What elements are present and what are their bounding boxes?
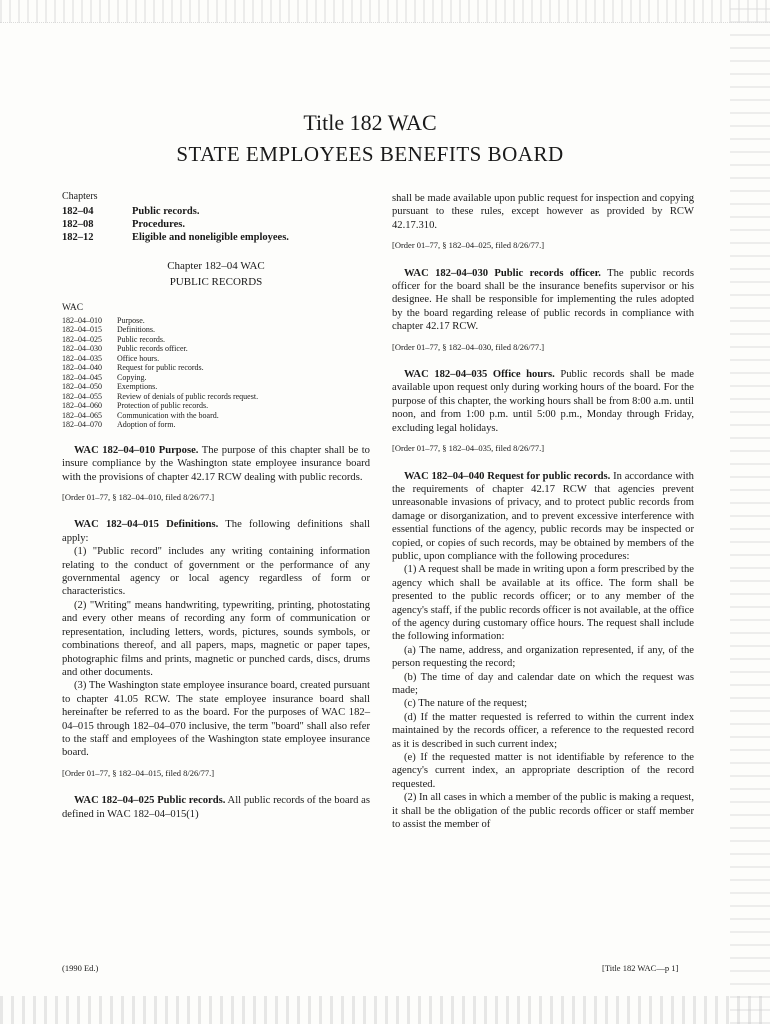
- paragraph: (c) The nature of the request;: [404, 698, 528, 710]
- paragraph: (1) "Public record" includes any writing containing information relating to the conduct of government or the performance of any governmental agency or local agency regardless of form or characteristics.: [62, 546, 370, 598]
- section-heading: WAC 182–04–025 Public records.: [74, 795, 226, 807]
- toc-row: 182–04–030 Public records officer.: [62, 344, 188, 354]
- section-035: [392, 368, 694, 435]
- chapter-title: Chapter 182–04 WAC: [167, 260, 265, 273]
- chapter-row: 182–12 Eligible and noneligible employees.: [62, 232, 289, 244]
- toc-row: 182–04–050 Exemptions.: [62, 382, 158, 392]
- paragraph: (1) A request shall be made in writing upon a form prescribed by the agency which shall be available at its office. The form shall be presented to the public records officer; or to any member of the agency's staff, if the public records officer is not available, at the office of the agency during customary office hours. The request shall include the following information:: [392, 564, 694, 643]
- section-index: [62, 316, 370, 430]
- chapter-subtitle: PUBLIC RECORDS: [169, 276, 263, 289]
- paragraph: (a) The name, address, and organization represented, if any, of the person requesting the record;: [392, 644, 694, 670]
- paragraph: (2) "Writing" means handwriting, typewriting, printing, photostating and every other means of recording any form of communication or representation, including letters, words, pictures, sounds symbols, or combinations thereof, and all papers, maps, magnetic or paper tapes, photographic films and prints, magnetic or punched cards, discs, drums and other documents.: [62, 599, 370, 678]
- history-note: [Order 01–77, § 182–04–025, filed 8/26/77.]: [392, 240, 545, 251]
- footer-edition: (1990 Ed.): [62, 963, 99, 973]
- section-030: [392, 267, 694, 334]
- history-note: [Order 01–77, § 182–04–030, filed 8/26/77.]: [392, 341, 545, 352]
- section-text: The purpose of this chapter shall be to insure compliance by the Washington state employee insurance board with the provisions of chapter 42.17 RCW dealing with public records.: [62, 444, 370, 483]
- section-heading: WAC 182–04–010 Purpose.: [74, 444, 199, 456]
- paragraph: (2) In all cases in which a member of the public is making a request, it shall be the obligation of the public records officer or staff member to assist the member of: [392, 792, 694, 831]
- toc-row: 182–04–025 Public records.: [62, 334, 165, 344]
- paragraph: (e) If the requested matter is not identifiable by reference to the agency's current index, an appropriate description of the record requested.: [392, 752, 694, 790]
- history-note: [Order 01–77, § 182–04–035, filed 8/26/77.]: [392, 443, 545, 454]
- footer-page-number: [Title 182 WAC—p 1]: [602, 963, 679, 973]
- right-column: [392, 192, 694, 831]
- toc-row: 182–04–055 Review of denials of public records request.: [62, 391, 259, 401]
- section-text: In accordance with the requirements of chapter 42.17 RCW that agencies prevent unreasonable invasions of privacy, and to protect public records from damage or disorganization, and to prevent excessive interference with essential functions of the agency, public records may be inspected or copied, or copies of such records, may be obtained by members of the public, upon compliance with the following procedures:: [392, 470, 694, 562]
- title-line-1: Title 182 WAC: [303, 110, 437, 135]
- section-text: The public records officer for the board shall be the insurance benefits supervisor or his designee. He shall be responsible for implementing the rules adopted by the board regarding release of public records in compliance with chapter 42.17 RCW.: [392, 267, 694, 333]
- section-025-continued: shall be made available upon public request for inspection and copying pursuant to these rules, except however as provided by RCW 42.17.310.: [392, 193, 694, 231]
- section-040: [392, 470, 694, 564]
- left-column: [62, 190, 370, 821]
- paragraph: (d) If the matter requested is referred to within the current index maintained by the records officer, a reference to the requested record as it is described in such current index;: [392, 711, 694, 750]
- title-line-2: STATE EMPLOYEES BENEFITS BOARD: [176, 142, 564, 166]
- section-010: [62, 444, 370, 484]
- section-text: The following definitions shall apply:: [62, 519, 370, 544]
- toc-row: 182–04–035 Office hours.: [62, 353, 160, 363]
- section-text: Public records shall be made available upon request only during working hours of the board. For the purpose of this chapter, the working hours shall be from 8:00 a.m. until noon, and from 1:00 p.m. until 5:00 p.m., Monday through Friday, excluding legal holidays.: [392, 369, 695, 434]
- section-heading: WAC 182–04–030 Public records officer.: [404, 267, 601, 279]
- history-note: [Order 01–77, § 182–04–010, filed 8/26/77.]: [62, 492, 215, 503]
- scan-noise-bottom: [0, 996, 770, 1024]
- paragraph: (b) The time of day and calendar date on which the request was made;: [392, 671, 694, 696]
- section-heading: WAC 182–04–015 Definitions.: [74, 519, 219, 531]
- paragraph: (3) The Washington state employee insurance board, created pursuant to chapter 41.05 RCW. The state employee insurance board shall hereinafter be referred to as the board. For the purposes of WAC 182–04–015 through 182–04–070 inclusive, the term "board" shall also refer to the staff and employees of the Washington state employee insurance board.: [62, 680, 370, 759]
- scan-noise-top: [0, 0, 770, 23]
- chapter-row: 182–04 Public records.: [62, 206, 200, 218]
- section-text: All public records of the board as defined in WAC 182–04–015(1): [62, 795, 370, 820]
- toc-row: 182–04–040 Request for public records.: [62, 363, 204, 373]
- history-note: [Order 01–77, § 182–04–015, filed 8/26/77.]: [62, 767, 215, 778]
- toc-row: 182–04–065 Communication with the board.: [62, 410, 219, 420]
- toc-row: 182–04–070 Adoption of form.: [62, 420, 176, 430]
- toc-row: 182–04–060 Protection of public records.: [62, 401, 209, 411]
- toc-row: 182–04–015 Definitions.: [62, 325, 155, 335]
- toc-row: 182–04–045 Copying.: [62, 372, 147, 382]
- section-025: [62, 794, 370, 821]
- section-heading: WAC 182–04–035 Office hours.: [404, 369, 555, 381]
- toc-row: 182–04–010 Purpose.: [62, 315, 145, 325]
- section-015: [62, 518, 370, 545]
- toc-wac-label: WAC: [62, 303, 84, 314]
- section-heading: WAC 182–04–040 Request for public records.: [404, 470, 611, 482]
- chapters-heading: Chapters: [62, 191, 98, 202]
- chapter-row: 182–08 Procedures.: [62, 219, 185, 231]
